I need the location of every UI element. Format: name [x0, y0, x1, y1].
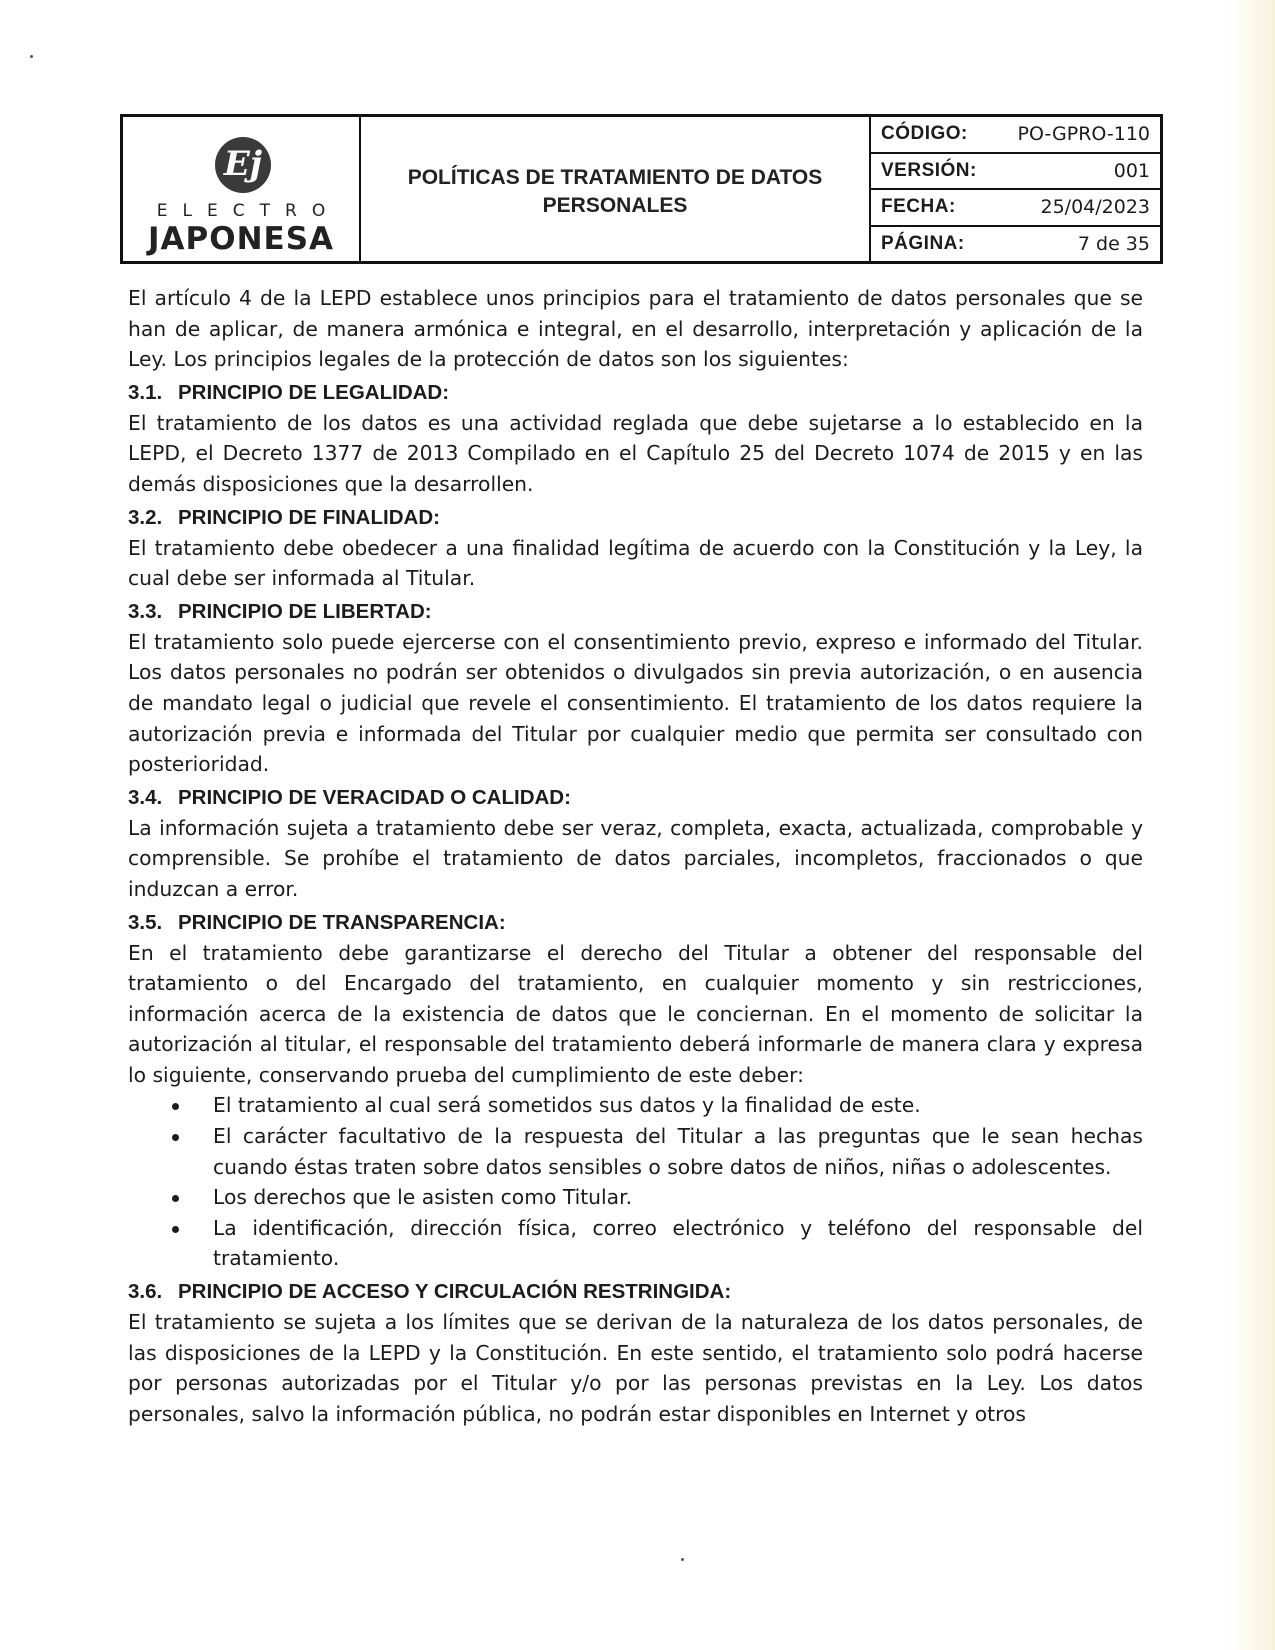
scan-speck — [30, 55, 33, 58]
section-title: PRINCIPIO DE VERACIDAD O CALIDAD: — [178, 785, 571, 809]
section-paragraph: El tratamiento debe obedecer a una finalidad legítima de acuerdo con la Constitución y la Ley, la cual debe ser informada al Titular. — [128, 535, 1143, 591]
section-number: 3.4. — [128, 785, 163, 809]
document-header — [120, 114, 1163, 264]
section-title: PRINCIPIO DE TRANSPARENCIA: — [178, 910, 506, 934]
document-body — [128, 283, 1143, 1429]
intro-paragraph: El artículo 4 de la LEPD establece unos principios para el tratamiento de datos personales que se han de aplicar, de manera armónica e integral, en el desarrollo, interpretación y aplicación de la Ley. Los principios legales de la protección de datos son los siguientes: — [128, 286, 1143, 372]
section-title: PRINCIPIO DE LEGALIDAD: — [178, 380, 450, 404]
document-title: POLÍTICAS DE TRATAMIENTO DE DATOS PERSONALES — [407, 166, 823, 217]
section-number: 3.2. — [128, 505, 163, 529]
section-heading — [128, 594, 1143, 627]
section-heading — [128, 375, 1143, 408]
section-title: PRINCIPIO DE LIBERTAD: — [178, 599, 432, 623]
meta-key: VERSIÓN: — [881, 159, 977, 181]
section-paragraph: En el tratamiento debe garantizarse el derecho del Titular a obtener del responsable del tratamiento o del Encargado del tratamiento, en cualquier momento y sin restricciones, información acerca de la existencia de datos que le conciernan. En el momento de solicitar la autorización al titular, el responsable del tratamiento deberá informarle de manera clara y expresa lo siguiente, conservando prueba del cumplimiento de este deber: — [128, 940, 1143, 1087]
section-title: PRINCIPIO DE ACCESO Y CIRCULACIÓN RESTRINGIDA: — [178, 1280, 732, 1304]
section-paragraph: El tratamiento de los datos es una actividad reglada que debe sujetarse a lo establecido en la LEPD, el Decreto 1377 de 2013 Compilado en el Capítulo 25 del Decreto 1074 de 2015 y en las demás disposiciones que la desarrollen. — [128, 410, 1143, 496]
meta-value: 7 de 35 — [1077, 232, 1150, 255]
meta-key: CÓDIGO: — [881, 123, 968, 145]
document-meta-table — [871, 117, 1160, 261]
section-number: 3.6. — [128, 1280, 163, 1304]
bullet-list — [128, 1090, 1143, 1274]
list-item: El tratamiento al cual será sometidos sus datos y la finalidad de este. — [128, 1090, 1143, 1121]
meta-row-fecha — [871, 190, 1160, 227]
section-heading — [128, 500, 1143, 533]
scan-speck — [681, 1558, 684, 1561]
logo-text-bottom: JAPONESA — [147, 221, 335, 257]
document-title-cell — [361, 117, 871, 261]
section-title: PRINCIPIO DE FINALIDAD: — [178, 505, 440, 529]
list-item: La identificación, dirección física, correo electrónico y teléfono del responsable del tratamiento. — [128, 1213, 1143, 1274]
logo-text-top: ELECTRO — [156, 201, 341, 221]
meta-key: PÁGINA: — [881, 232, 965, 254]
section-number: 3.3. — [128, 599, 163, 623]
meta-value: PO-GPRO-110 — [1017, 123, 1150, 146]
meta-row-codigo — [871, 117, 1160, 154]
section-paragraph: La información sujeta a tratamiento debe ser veraz, completa, exacta, actualizada, comprobable y comprensible. Se prohíbe el tratamiento de datos parciales, incompletos, fraccionados o que induzcan a error. — [128, 815, 1143, 901]
list-item: El carácter facultativo de la respuesta del Titular a las preguntas que le sean hechas cuando éstas traten sobre datos sensibles o sobre datos de niños, niñas o adolescentes. — [128, 1121, 1143, 1182]
section-number: 3.5. — [128, 910, 163, 934]
section-paragraph: El tratamiento solo puede ejercerse con el consentimiento previo, expreso e informado del Titular. Los datos personales no podrán ser obtenidos o divulgados sin previa autorización, o en ausencia de mandato legal o judicial que revele el consentimiento. El tratamiento de los datos requiere la autorización previa e informada del Titular por cualquier medio que permita ser consultado con posterioridad. — [128, 629, 1143, 777]
section-number: 3.1. — [128, 380, 163, 404]
list-item: Los derechos que le asisten como Titular. — [128, 1182, 1143, 1213]
section-heading — [128, 1274, 1143, 1307]
section-heading — [128, 905, 1143, 938]
meta-key: FECHA: — [881, 196, 956, 218]
meta-value: 001 — [1113, 159, 1150, 182]
company-logo — [123, 117, 361, 261]
section-paragraph: El tratamiento se sujeta a los límites que se derivan de la naturaleza de los datos personales, de las disposiciones de la LEPD y la Constitución. En este sentido, el tratamiento solo podrá hacerse por personas autorizadas por el Titular y/o por las personas previstas en la Ley. Los datos personales, salvo la información pública, no podrán estar disponibles en Internet y otros — [128, 1310, 1143, 1426]
page-edge-shadow — [1227, 0, 1275, 1650]
section-heading — [128, 780, 1143, 813]
meta-row-pagina — [871, 227, 1160, 262]
logo-emblem-icon: Ej — [215, 137, 271, 193]
meta-row-version — [871, 154, 1160, 191]
meta-value: 25/04/2023 — [1040, 196, 1150, 219]
